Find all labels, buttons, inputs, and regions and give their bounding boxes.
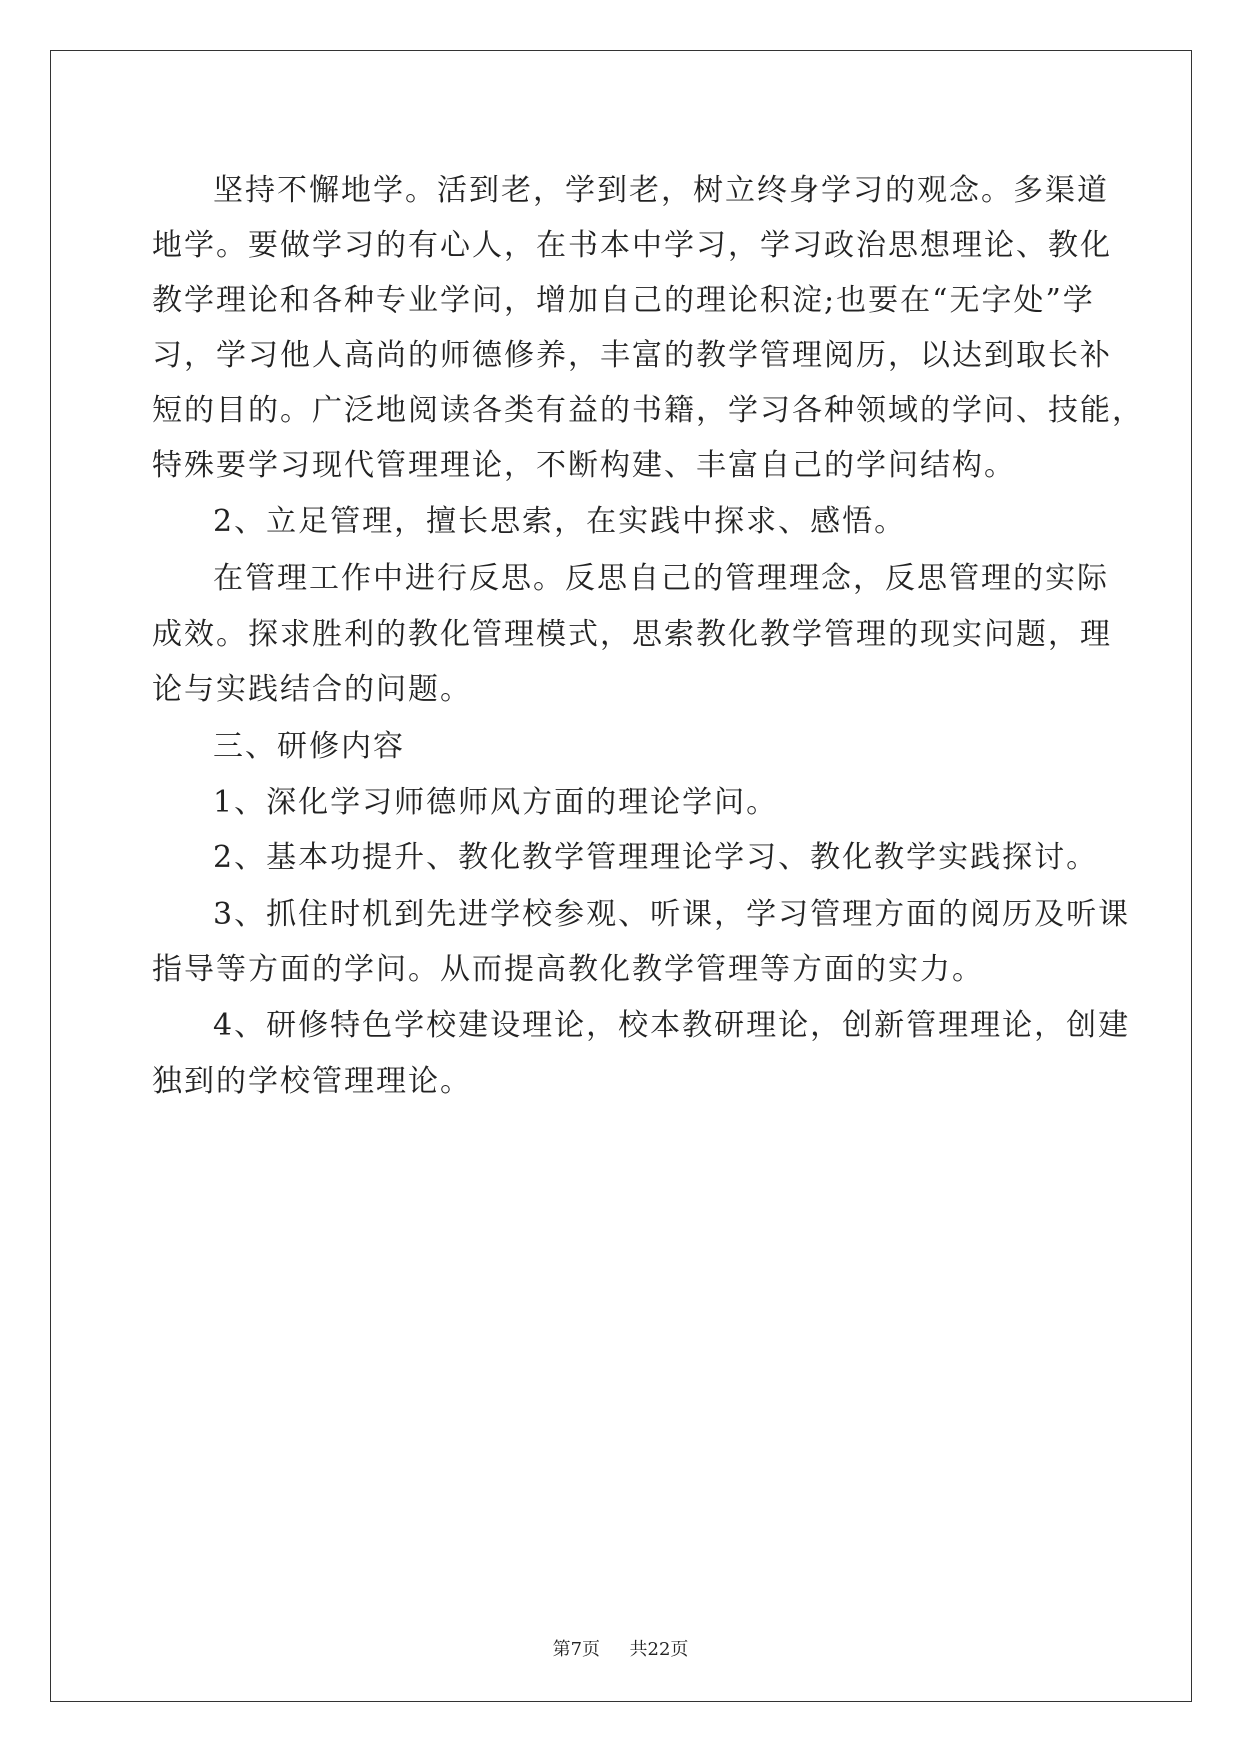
paragraph-line: 教学理论和各种专业学问，增加自己的理论积淀;也要在“无字处”学 [152, 283, 1095, 318]
paragraph-line: 短的目的。广泛地阅读各类有益的书籍，学习各种领域的学问、技能， [152, 393, 1144, 428]
paragraph-line: 习，学习他人高尚的师德修养，丰富的教学管理阅历，以达到取长补 [152, 338, 1112, 373]
paragraph-line: 成效。探求胜利的教化管理模式，思索教化教学管理的现实问题，理 [152, 617, 1112, 652]
paragraph-line: 独到的学校管理理论。 [152, 1064, 472, 1099]
paragraph-line: 在管理工作中进行反思。反思自己的管理理念，反思管理的实际 [213, 561, 1109, 596]
page-total: 共22页 [629, 1639, 689, 1660]
paragraph-line: 2、基本功提升、教化教学管理理论学习、教化教学实践探讨。 [213, 840, 1099, 875]
paragraph-line: 2、立足管理，擅长思索，在实践中探求、感悟。 [213, 504, 907, 539]
paragraph-line: 地学。要做学习的有心人，在书本中学习，学习政治思想理论、教化 [152, 228, 1112, 263]
paragraph-line: 指导等方面的学问。从而提高教化教学管理等方面的实力。 [152, 952, 984, 987]
page-number: 第7页 [552, 1639, 601, 1660]
paragraph-line: 4、研修特色学校建设理论，校本教研理论，创新管理理论，创建 [213, 1008, 1131, 1043]
paragraph-line: 1、深化学习师德师风方面的理论学问。 [213, 785, 779, 820]
paragraph-line: 3、抓住时机到先进学校参观、听课，学习管理方面的阅历及听课 [213, 897, 1131, 932]
paragraph-line: 论与实践结合的问题。 [152, 672, 472, 707]
page-footer [0, 1638, 1241, 1662]
paragraph-line: 坚持不懈地学。活到老，学到老，树立终身学习的观念。多渠道 [213, 173, 1109, 208]
section-heading: 三、研修内容 [213, 729, 405, 764]
paragraph-line: 特殊要学习现代管理理论，不断构建、丰富自己的学问结构。 [152, 448, 1016, 483]
